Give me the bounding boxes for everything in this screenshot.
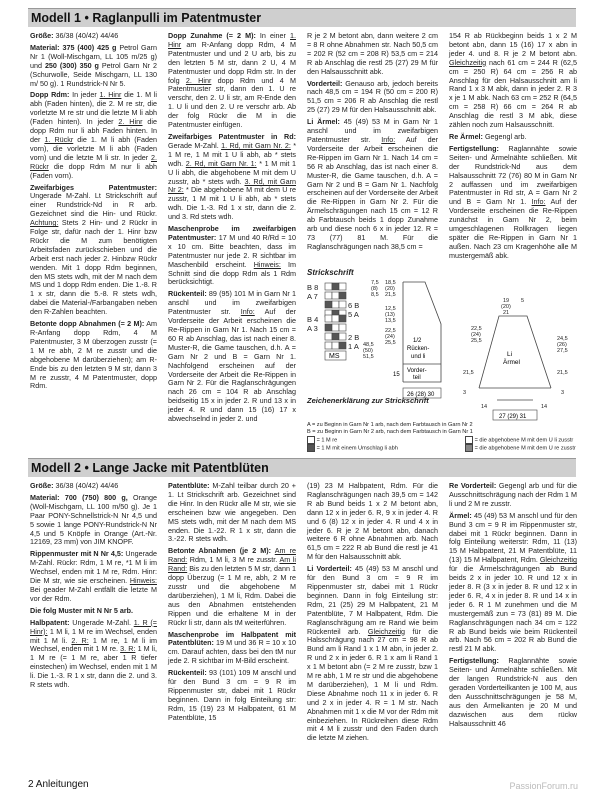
row-label: B 8 <box>307 283 319 292</box>
paragraph: Zweifarbiges Patentmuster in Rd: Gerade M-Zahl. 1. Rd, mit Garn Nr. 2: * 1 M re, 1 M mit 1 U li abh, ab * stets wdh. 2. Rd, mit Garn Nr. 1: * 1 M mit 1 U li abh, die abgehobene M mit dem U zusstr, ab * stets wdh. 3. Rd, mit Garn Nr 2: * Die abgehobene M mit dem U re zusstr, 1 M mit 1 U li abh, ab * stets wdh. Die 1.-3. Rd 1 x str, dann die 2. und 3. Rd stets wdh. <box>168 131 297 222</box>
svg-text:(20): (20) <box>385 286 395 292</box>
purl-together-icon <box>465 436 473 444</box>
section2-column-4 <box>449 482 577 731</box>
svg-text:14: 14 <box>481 404 488 410</box>
paragraph: Maschenprobe im Halbpatent mit Patentblüten: 19 M und 36 R = 10 x 10 cm. Darauf achten, dass bei den tM nur jede 2. R sichtbar im M-Bild erscheint. <box>168 629 296 666</box>
knit-together-icon <box>465 444 473 452</box>
row-label: 6 B <box>348 301 360 310</box>
page-footer <box>28 779 89 790</box>
svg-text:21: 21 <box>503 310 510 316</box>
paragraph: Rippenmuster mit N Nr 4,5: Ungerade M-Zahl. Rückr: Rdm, 1 M re, *1 M li im Wechsel, enden mit 1 M re, Rdm. Hinr: Die M str, wie sie erscheinen. Hinweis: Bei geader M-Zahl entfällt die letzte M vor der Rdm. <box>30 549 157 603</box>
row-label: B 4 <box>307 315 319 324</box>
svg-text:3: 3 <box>561 390 565 396</box>
page-number: 2 <box>28 779 34 790</box>
watermark: PassionForum.ru <box>509 781 578 791</box>
svg-text:1/2: 1/2 <box>413 338 422 344</box>
row-label: A 7 <box>307 292 318 301</box>
paragraph: Re Ärmel: Gegengl arb. <box>449 131 527 141</box>
svg-text:(26): (26) <box>557 342 567 348</box>
svg-text:25,5: 25,5 <box>385 340 396 346</box>
paragraph: Maschenprobe im zweifarbigen Patentmuster: 17 M und 40 R/Rd = 10 x 10 cm. Bitte beachten, dass im Patentmuster nur jede 2. R sichtbar im Maschenbild erscheint. Hinweis: Im Schnitt sind die dopp Rdm als 1 Rdm berücksichtigt. <box>168 224 296 287</box>
svg-text:48,5: 48,5 <box>363 342 374 348</box>
svg-text:Li: Li <box>507 351 513 358</box>
paragraph: Größe: 36/38 (40/42) 44/46 <box>30 481 119 490</box>
paragraph: R je 2 M betont abn, dann weitere 2 cm = 8 R ohne Abnahmen str. Nach 50,5 cm = 202 R (52 cm = 208 R) 53,5 cm = 214 R ab Anschlag die restl 25 (27) 29 M für den Halsausschnitt abk. <box>307 31 438 76</box>
svg-text:14: 14 <box>541 404 548 410</box>
svg-text:(20): (20) <box>501 304 511 310</box>
svg-text:(8): (8) <box>371 286 378 292</box>
slip-yo-icon <box>307 444 315 452</box>
paragraph: 154 R ab Rückbeginn beids 1 x 2 M betont abn, dann 15 (16) 17 x abn in jeder 4. und 8. R je 2 M betont abn. Gleichzeitig nach 61 cm = 244 R (62,5 cm = 250 R) 64 cm = 256 R ab Anschlag für den Halsausschnitt am li Rand 1 x 3 M abk, dann in jeder 2. R 3 x je 1 M abk. Nach 63 cm = 252 R (64,5 cm = 258 R) 66 cm = 264 R ab Anschlag die restl 3 M abk, diese zählen noch zum Halsausschnitt. <box>449 31 577 130</box>
svg-text:24,5: 24,5 <box>557 336 568 342</box>
svg-text:25,5: 25,5 <box>471 338 482 344</box>
svg-text:teil: teil <box>413 375 421 381</box>
sleeve-schematic <box>449 296 579 421</box>
svg-text:(13): (13) <box>385 312 395 318</box>
svg-text:51,5: 51,5 <box>363 354 374 360</box>
svg-text:18,5: 18,5 <box>385 280 396 286</box>
paragraph: Patentblüte: M-Zahl teilbar durch 20 + 1. Lt Strickschrift arb. Gezeichnet sind die Hinr. In den Rückr alle M str, wie sie erscheinen bzw wie angegeben. Den MS stets wdh, mit der M nach dem MS enden. Die 1.-22. R 1 x str, dann die 3.-22. R stets wdh. <box>168 481 296 544</box>
row-label: 5 A <box>348 310 359 319</box>
svg-text:und li: und li <box>411 354 426 360</box>
section2-column-3 <box>307 482 438 746</box>
svg-text:13,5: 13,5 <box>385 318 396 324</box>
paragraph: Vorderteil: Genauso arb, jedoch bereits nach 48,5 cm = 194 R (50 cm = 200 R) 51,5 cm = 206 R ab Anschlag die restl 25 (27) 29 M für den Halsausschnitt abk. <box>307 78 438 115</box>
svg-text:(50): (50) <box>363 348 373 354</box>
svg-text:Ärmel: Ärmel <box>503 359 520 366</box>
paragraph: (19) 23 M Halbpatent, Rdm. Für die Raglanschrägungen nach 39,5 cm = 142 R ab Bund beids 1 x 2 M betont abn, dann 12 x in jeder 6. R, 9 x in jeder 4. R und 6 (8) 12 x in jeder 4. R und 4 x in jeder 6. R je 2 M betont abn, danach weitere 6 R ohne Abnahmen arb. Nach 61,5 cm = 222 R ab Bund die restl je 41 M für den Halsausschnitt abk. <box>307 481 438 562</box>
svg-text:(24): (24) <box>471 332 481 338</box>
section1-column-3 <box>307 32 438 255</box>
legend-b: B = zu Beginn in Garn Nr 2 arb, nach dem Farbtausch in Garn Nr 1 <box>307 429 473 435</box>
svg-text:22,5: 22,5 <box>471 326 482 332</box>
paragraph: Die folg Muster mit N Nr 5 arb. <box>30 605 134 615</box>
svg-text:27,5: 27,5 <box>557 348 568 354</box>
row-label: A 3 <box>307 324 318 333</box>
svg-text:Vorder-: Vorder- <box>407 368 427 374</box>
paragraph: Material: 375 (400) 425 g Petrol Garn Nr 1 (Woll-Mischgarn, LL 105 m/25 g) und 250 (300) 350 g Petrol Garn Nr 2 (Schurwolle, Seide Mischgarn, LL 130 m/ 50 g). 1 Rundstrick-N Nr 5. <box>30 42 158 88</box>
paragraph: Material: 700 (750) 800 g, Orange (Woll-Mischgarn, LL 100 m/50 g). Je 1 Paar PONY-Schnellstrick-N Nr 4,5 und 5 sowie 1 lange PONY-Rundstrick-N Nr 4,5 und 5 Knöpfe in Orange (Art.-Nr. 12169, 23 mm) von JIM KNOPF. <box>30 492 157 547</box>
paragraph: Rückenteil: 93 (101) 109 M anschl und für den Bund 3 cm = 9 R im Rippenmuster str, dabei mit 1 Rückr beginnen. Dann in folg Einteilung str: Rdm, 15 (19) 23 M Halbpatent, 61 M Patentblüte, 15 <box>168 668 296 722</box>
svg-text:(24): (24) <box>385 334 395 340</box>
section1-column-4 <box>449 32 577 264</box>
paragraph: Dopp Zunahme (= 2 M): In einer 1. Hinr am R-Anfang dopp Rdm, 4 M Patentmuster und und 2 U arb, bis zu den letzten 5 M str, dann 2 U, 4 M Patentmuster und dopp Rdm str. In der folg 2. Hinr dopp Rdm und 4 M Patentmuster str, dann den 1. U re verschr, den 2. U li str, am R-Ende den 1. U li und den 2. U re verschr arb. Ab der folg Rückr die M in die Patentmuster einfügen. <box>168 31 296 130</box>
svg-text:27 (29) 31: 27 (29) 31 <box>499 414 527 420</box>
section2-title: Modell 2 • Lange Jacke mit Patentblüten <box>31 461 269 475</box>
paragraph: Fertigstellung: Raglannähte sowie Seiten- und Ärmelnähte schließen. Mit der langen Rundstrick-N aus den geraden Vorderteilkanten je 100 M, aus den Ausschnittschrägungen je 58 M, aus den Ärmelkanten je 20 M und dazwischen aus dem rückw Halsausschnitt 46 <box>449 656 577 728</box>
chart-legend <box>307 422 577 452</box>
svg-text:21,5: 21,5 <box>463 370 474 376</box>
svg-text:Rücken-: Rücken- <box>407 346 430 352</box>
svg-text:21,5: 21,5 <box>557 370 568 376</box>
section2-header <box>28 458 576 477</box>
legend-purl-together: = die abgehobene M mit dem U li zusstr <box>474 437 574 444</box>
paragraph: Zweifarbiges Patentmuster: Ungerade M-Zahl. Lt Strickschrift auf einer Rundstrick-Nd in R arb. Gezeichnet sind die Hin- und Rückr. Achtung: Stets 2 Hin- und 2 Rückr in Folge str, dafür nach der 1. Hinr bzw Rückr die M zum benötigten Arbeitsfaden zurückschieben und die Arbeit erst nach jeder 2. Hinbzw Rückr wenden. Mit 1 dopp Rdm beginnen, den MS stets wdh, mit der M nach dem MS und 1 dopp Rdm enden. Die 1.-8. R 1 x str, dann die 5.-8. R stets wdh, dabei die Material-/Farbangaben neben den R-Zahlen beachten. <box>30 182 157 317</box>
section1-column-1 <box>30 32 157 394</box>
paragraph: Größe: 36/38 (40/42) 44/46 <box>30 31 119 40</box>
svg-text:15: 15 <box>393 372 400 378</box>
paragraph: Rückenteil: 89 (95) 101 M in Garn Nr 1 anschl und im zweifarbigen Patentmuster str. Info: Auf der Vorderseite der Arbeit erscheinen die Re-Rippen in Garn Nr 1. Nach 15 cm = 60 R ab Anschlag, das ist nach einer 8. Muster-R, die Game tauschen, d.h. A = Garn Nr 2 und B = Garn Nr 1. Nachfolgend erscheinen auf der Vorderseite der Arbeit die Re-Rippen in Garn Nr 2. Für die Raglanschrägungen nach 26 cm = 104 R ab Anschlag beidseitig 15 x in jeder 2. R und 13 x in jeder 4. R und dann 15 (16) 17 x abwechselnd in jeder 2. und <box>168 289 296 424</box>
svg-text:19: 19 <box>503 298 510 304</box>
knit-symbol-icon <box>307 436 315 444</box>
paragraph: Li Vorderteil: 45 (49) 53 M anschl und für den Bund 3 cm = 9 R im Rippenmuster str, dabei mit 1 Rückr beginnen. Dann in folg Einteilung str: Rdm, 21 (25) 29 M Halbpatent, 21 M Patentblüte, 7 M Halbpatent, Rdm. Die Raglanschrägung am re Rand wie beim Rückenteil arb. Gleichzeitig für die Halsschrägung nach 27 cm = 98 R ab Bund am li Rand 1 x 1 M abn, in jeder 2. R und 2 x in jeder 6. R 1 x am li Rand 1 x 1 M betont abn (= 2 M re zusstr, bzw 1 M re abh, 1 M re str und die abgehobene M darüberziehen), 1 M li und Rdm. Diese Abnahme noch 11 x in jeder 6. R und 2 x in jeder 4. R = 1 M str. Nach Abnahmen mit 1 x die M vor der Rdm mit einbeziehen. In Rückreihen diese Rdm mit 4 M li zusstr und den Faden durch die letzte M ziehen. <box>307 564 439 743</box>
paragraph: Betonte dopp Abnahmen (= 2 M): Am R-Anfang dopp Rdm, 4 M Patentmuster, 3 M überzogen zusstr (= 1 M re abh, 2 M re zusstr und die abgehobene M darüberziehen); am R-Ende bis zu den letzten 9 M str, dann 3 M re zusstr, 4 M Patentmuster, dopp Rdm. <box>30 319 157 391</box>
legend-a: A = zu Beginn in Garn Nr 1 arb, nach dem Farbtausch in Garn Nr 2 <box>307 422 473 428</box>
svg-text:12,5: 12,5 <box>385 306 396 312</box>
paragraph: Fertigstellung: Raglannähte sowie Seiten- und Ärmelnähte schließen. Mit der Rundstrick-Nd aus dem Halsausschnitt 72 (76) 80 M in Garn Nr 2 auffassen und im zweifarbigen Patentmuster in Rd str, A = Garn Nr 2 und B = Garn Nr 1. Info: Auf der Vorderseite erscheinen die Re-Rippen zunächst in Garn Nr 2, beim umgeschlagenen Rollkragen liegen später die Re-Rippen in Garn Nr 1 außen. Nach 23 cm Kragenhöhe alle M mustergemäß abk. <box>449 143 577 260</box>
svg-text:5: 5 <box>521 298 525 304</box>
legend-knit: = 1 M re <box>316 437 338 444</box>
section2-column-2 <box>168 482 296 726</box>
svg-text:3: 3 <box>463 390 467 396</box>
paragraph: Li Ärmel: 45 (49) 53 M in Garn Nr 1 anschl und im zweifarbigen Patentmuster str. Info: Auf der Vorderseite der Arbeit erscheinen die Re-Rippen im Garn Nr 1. Nach 14 cm = 56 R ab Anschlag, das ist nach einer 8. Muster-R, die Game tauschen, d.h. A = Garn Nr 2 und B = Garn Nr 1. Nachfolg erscheinen auf der Vorderseite der Arbeit die Re-Rippen in Garn Nr 2. Für die Ärmelschrägungen nach 15 cm = 12 R ab Farbtausch beids 1 dopp Zunahme arb und diese noch 6 x in jeder 12. R = 73 (77) 81 M. Für die Raglanschrägungen nach 38,5 cm = <box>307 117 439 251</box>
paragraph: Dopp Rdm: In jeder 1. Hinr die 1. M li abh (Faden hinten), die 2. M re str, die vorletzte M re str und die letzte M li abh (Faden hinten). In jeder 2. Hinr die dopp Rdm nur li abh Faden hinten. In der 1. Rückr die 1. M li abh (Faden vorn), die vorletzte M li abh (Faden vorn) und die letzte M li str. In jeder 2. Rückr die dopp Rdm M nur li abh (Faden vorn). <box>30 90 158 180</box>
svg-text:8,5: 8,5 <box>371 292 379 298</box>
row-label: 1 A <box>348 342 359 351</box>
footer-label: Anleitungen <box>35 779 89 790</box>
svg-text:26 (28) 30: 26 (28) 30 <box>407 392 435 398</box>
chart-title: Strickschrift <box>307 268 354 277</box>
section1-column-2 <box>168 32 296 427</box>
legend-title: Zeichenerklärung zur Strickschrift <box>307 396 429 405</box>
paragraph: Halbpatent: Ungerade M-Zahl. 1. R (= Hinr): 1 M li, 1 M re im Wechsel, enden mit 1 M li. 2. R: 1 M re, 1 M li im Wechsel, enden mit 1 M re. 3. R: 1 M li, 1 M re (= 1 M re, aber 1 R tiefer einstechen) im Wechsel, enden mit 1 M li. Die 1.-3. R 1 x str, dann die 2. und 3. R stets wdh. <box>30 617 157 690</box>
legend-knit-together: = die abgehobene M mit dem U re zusstr <box>474 445 576 452</box>
row-label: 2 B <box>348 333 360 342</box>
svg-text:7,5: 7,5 <box>371 280 379 286</box>
svg-text:22,5: 22,5 <box>385 328 396 334</box>
section1-header <box>28 8 576 27</box>
paragraph: Betonte Abnahmen (je 2 M): Am re Rand: Rdm, 1 M li, 3 M re zusstr. Am li Rand: Bis zu den letzten 5 M str, dann 1 dopp Überzug (= 1 M re, abh, 2 M re zusstr und die abgehobene M darüberziehen), 1 M li, Rdm. Dabei die aus den Abnahmen entstehenden Rippen und die erhaltene M in der Rückr li str, dann als tM weiterführen. <box>168 546 296 627</box>
legend-slip-yo: = 1 M mit einem Umschlag li abh <box>316 445 398 452</box>
section2-column-1 <box>30 482 157 693</box>
svg-text:21,5: 21,5 <box>385 292 396 298</box>
ms-label: MS <box>329 353 340 360</box>
section1-title: Modell 1 • Raglanpulli im Patentmuster <box>31 11 262 25</box>
paragraph: Ärmel: 45 (49) 53 M anschl und für den Bund 3 cm = 9 R im Rippenmuster str, dabei mit 1 Rückr beginnen. Dann in folg Einteilung weiterstr: Rdm, 11 (13) 15 M Halbpatent, 21 M Patentblüte, 11 (13) 15 M Halbpatent, Rdm. Gleichzeitig für die Ärmelschrägungen ab Bund beids 2 x in jeder 10. R und 12 x in jeder 8. R (3 x in jeder 8. R und 12 x in jeder 6. R, 4 x in jeder 8. R und 14 x in jeder 6. R 1 M zunehmen und die M mustergemäß zun = 73 (81) 89 M. Die Raglanschrägungen nach 34 cm = 122 R ab Bund beids wie beim Rückenteil arb. Nach 56 cm = 202 R ab Bund die restl 21 M abk. <box>449 510 577 654</box>
paragraph: Re Vorderteil: Gegengl arb und für die Ausschnittschrägung nach der Rdm 1 M li und 2 M re zusstr. <box>449 481 577 508</box>
